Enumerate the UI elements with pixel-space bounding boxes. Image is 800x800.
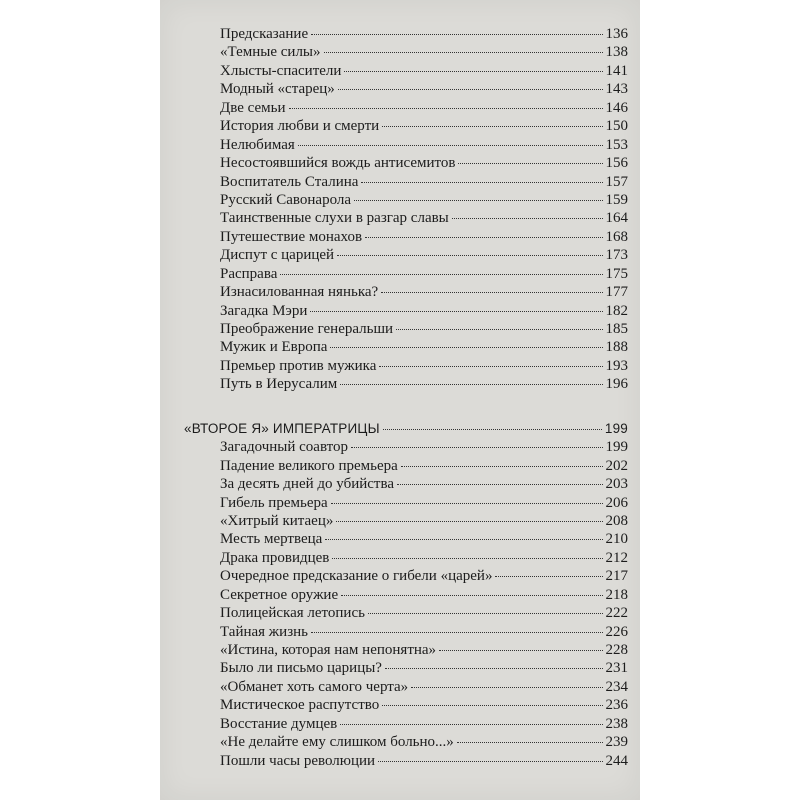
entry-page-number: 153 xyxy=(605,136,628,153)
toc-entry xyxy=(220,265,628,283)
entry-title: Хлысты-спасители xyxy=(220,62,342,79)
toc-entry xyxy=(220,696,628,714)
entry-title: Восстание думцев xyxy=(220,715,338,732)
toc-entry xyxy=(220,475,628,493)
toc-entry xyxy=(220,246,628,264)
entry-page-number: 141 xyxy=(605,62,628,79)
entry-title: Драка провидцев xyxy=(220,549,330,566)
entry-page-number: 150 xyxy=(605,118,628,135)
toc-entry xyxy=(220,752,628,770)
entry-page-number: 206 xyxy=(605,494,628,511)
dot-leader xyxy=(340,724,602,725)
toc-entry xyxy=(220,678,628,696)
dot-leader xyxy=(401,466,603,467)
entry-page-number: 138 xyxy=(605,44,628,61)
toc-entry xyxy=(220,457,628,475)
dot-leader xyxy=(298,145,603,146)
toc-entry xyxy=(220,530,628,548)
toc-part-2 xyxy=(220,438,628,770)
entry-page-number: 168 xyxy=(605,228,628,245)
entry-page-number: 188 xyxy=(605,339,628,356)
entry-page-number: 202 xyxy=(605,457,628,474)
toc-entry xyxy=(220,567,628,585)
dot-leader xyxy=(337,255,602,256)
toc-entry xyxy=(220,302,628,320)
entry-title: Расправа xyxy=(220,265,278,282)
entry-title: Очередное предсказание о гибели «царей» xyxy=(220,568,493,585)
toc-entry xyxy=(220,659,628,677)
entry-title: Таинственные слухи в разгар славы xyxy=(220,210,449,227)
entry-title: «Темные силы» xyxy=(220,44,321,61)
dot-leader xyxy=(396,329,602,330)
dot-leader xyxy=(351,447,602,448)
dot-leader xyxy=(439,650,602,651)
dot-leader xyxy=(452,218,603,219)
entry-title: Было ли письмо царицы? xyxy=(220,660,382,677)
entry-page-number: 157 xyxy=(605,173,628,190)
entry-page-number: 182 xyxy=(605,302,628,319)
section-gap xyxy=(220,394,628,420)
toc-entry xyxy=(220,604,628,622)
dot-leader xyxy=(324,52,603,53)
entry-page-number: 212 xyxy=(605,549,628,566)
entry-page-number: 173 xyxy=(605,247,628,264)
entry-page-number: 226 xyxy=(605,623,628,640)
dot-leader xyxy=(289,108,603,109)
dot-leader xyxy=(411,687,602,688)
toc-entry xyxy=(220,191,628,209)
toc-part-1 xyxy=(220,25,628,394)
entry-title: Пошли часы революции xyxy=(220,752,376,769)
entry-page-number: 164 xyxy=(605,210,628,227)
entry-page-number: 210 xyxy=(605,531,628,548)
entry-page-number: 231 xyxy=(605,660,628,677)
entry-page-number: 143 xyxy=(605,81,628,98)
entry-title: Мужик и Европа xyxy=(220,339,328,356)
dot-leader xyxy=(325,539,602,540)
entry-page-number: 196 xyxy=(605,376,628,393)
toc-entry xyxy=(220,283,628,301)
entry-page-number: 156 xyxy=(605,155,628,172)
entry-page-number: 222 xyxy=(605,605,628,622)
entry-title: Путь в Иерусалим xyxy=(220,376,338,393)
toc-entry xyxy=(220,357,628,375)
toc-entry xyxy=(220,173,628,191)
entry-page-number: 239 xyxy=(605,734,628,751)
dot-leader xyxy=(311,34,602,35)
entry-title: Изнасилованная нянька? xyxy=(220,284,379,301)
dot-leader xyxy=(341,595,602,596)
dot-leader xyxy=(381,292,602,293)
entry-title: «Обманет хоть самого черта» xyxy=(220,678,409,695)
toc-entry xyxy=(220,549,628,567)
entry-title: Путешествие монахов xyxy=(220,228,363,245)
table-of-contents xyxy=(184,25,628,770)
dot-leader xyxy=(354,200,602,201)
entry-title: «Хитрый китаец» xyxy=(220,512,334,529)
entry-page-number: 238 xyxy=(605,715,628,732)
dot-leader xyxy=(382,705,602,706)
entry-title: Тайная жизнь xyxy=(220,623,308,640)
entry-title: Полицейская летопись xyxy=(220,605,365,622)
entry-page-number: 218 xyxy=(605,586,628,603)
dot-leader xyxy=(361,182,602,183)
entry-title: Загадка Мэри xyxy=(220,302,308,319)
toc-entry xyxy=(220,320,628,338)
section-title: «ВТОРОЕ Я» ИМПЕРАТРИЦЫ xyxy=(184,420,380,436)
dot-leader xyxy=(365,237,602,238)
entry-page-number: 236 xyxy=(605,697,628,714)
entry-title: Гибель премьера xyxy=(220,494,328,511)
dot-leader xyxy=(280,274,602,275)
entry-title: Загадочный соавтор xyxy=(220,439,349,456)
entry-page-number: 146 xyxy=(605,99,628,116)
entry-title: Премьер против мужика xyxy=(220,357,377,374)
toc-entry xyxy=(220,99,628,117)
entry-page-number: 185 xyxy=(605,321,628,337)
entry-title: Модный «старец» xyxy=(220,81,335,98)
section-page: 199 xyxy=(604,420,628,436)
entry-title: Преображение генеральши xyxy=(220,321,394,337)
entry-page-number: 208 xyxy=(605,512,628,529)
entry-title: «Истина, которая нам непонятна» xyxy=(220,642,437,658)
toc-entry xyxy=(220,733,628,751)
dot-leader xyxy=(338,89,603,90)
toc-entry xyxy=(220,136,628,154)
entry-title: Нелюбимая xyxy=(220,136,295,153)
entry-title: «Не делайте ему слишком больно...» xyxy=(220,734,454,751)
entry-title: Месть мертвеца xyxy=(220,531,323,548)
toc-entry xyxy=(220,209,628,227)
dot-leader xyxy=(330,347,602,348)
entry-page-number: 234 xyxy=(605,678,628,695)
entry-page-number: 175 xyxy=(605,265,628,282)
toc-entry xyxy=(220,623,628,641)
dot-leader xyxy=(340,384,602,385)
entry-title: Предсказание xyxy=(220,26,309,42)
toc-entry xyxy=(220,43,628,61)
dot-leader xyxy=(368,613,603,614)
dot-leader xyxy=(310,311,602,312)
dot-leader xyxy=(458,163,602,164)
dot-leader xyxy=(344,71,602,72)
entry-title: Воспитатель Сталина xyxy=(220,173,359,190)
dot-leader xyxy=(385,668,603,669)
entry-page-number: 177 xyxy=(605,284,628,301)
entry-page-number: 217 xyxy=(605,568,628,585)
dot-leader xyxy=(311,632,603,633)
dot-leader xyxy=(397,484,602,485)
dot-leader xyxy=(382,126,602,127)
dot-leader xyxy=(457,742,603,743)
entry-page-number: 203 xyxy=(605,476,628,493)
entry-title: За десять дней до убийства xyxy=(220,476,395,493)
entry-title: Несостоявшийся вождь антисемитов xyxy=(220,155,456,172)
entry-title: Две семьи xyxy=(220,99,286,116)
toc-entry xyxy=(220,25,628,43)
dot-leader xyxy=(379,366,602,367)
entry-page-number: 193 xyxy=(605,357,628,374)
toc-entry xyxy=(220,62,628,80)
dot-leader xyxy=(495,576,602,577)
entry-page-number: 228 xyxy=(605,642,628,658)
entry-title: Диспут с царицей xyxy=(220,247,335,264)
dot-leader xyxy=(378,761,602,762)
toc-section-heading xyxy=(184,420,628,438)
toc-entry xyxy=(220,117,628,135)
toc-entry xyxy=(220,494,628,512)
toc-entry xyxy=(220,586,628,604)
dot-leader xyxy=(331,503,603,504)
toc-entry xyxy=(220,715,628,733)
dot-leader xyxy=(383,429,602,430)
toc-entry xyxy=(220,641,628,659)
toc-entry xyxy=(220,154,628,172)
toc-entry xyxy=(220,338,628,356)
toc-entry xyxy=(220,80,628,98)
entry-title: Русский Савонарола xyxy=(220,191,352,208)
entry-page-number: 199 xyxy=(605,439,628,456)
entry-page-number: 159 xyxy=(605,191,628,208)
entry-page-number: 136 xyxy=(605,26,628,42)
dot-leader xyxy=(336,521,602,522)
entry-title: История любви и смерти xyxy=(220,118,380,135)
entry-title: Секретное оружие xyxy=(220,586,339,603)
toc-entry xyxy=(220,512,628,530)
dot-leader xyxy=(332,558,602,559)
toc-entry xyxy=(220,375,628,393)
toc-entry xyxy=(220,228,628,246)
entry-title: Мистическое распутство xyxy=(220,697,380,714)
entry-title: Падение великого премьера xyxy=(220,457,398,474)
toc-entry xyxy=(220,438,628,456)
entry-page-number: 244 xyxy=(605,752,628,769)
